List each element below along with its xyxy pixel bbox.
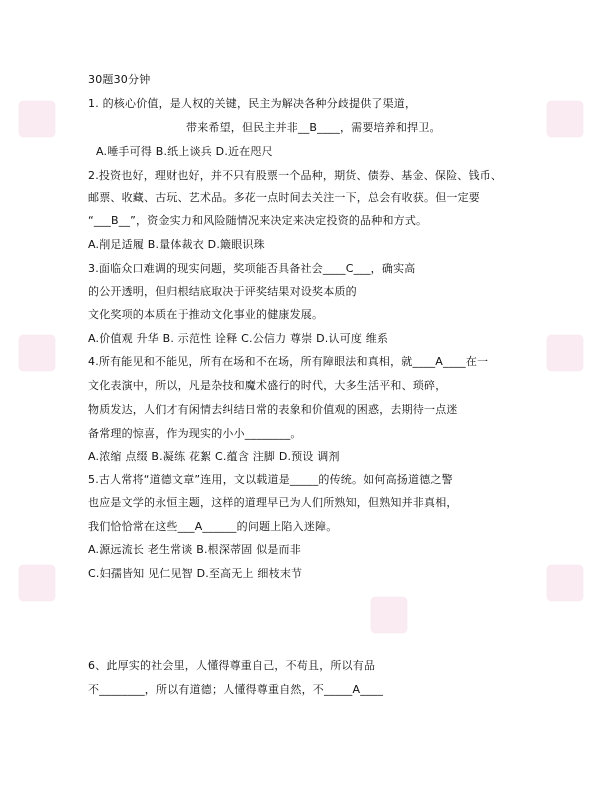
question-1-line-2: 带来希望，但民主并非__B____，需要培养和捍卫。 (186, 121, 441, 134)
watermark-mark (542, 330, 588, 376)
question-4-options: A.浓缩 点缀 B.凝练 花絮 C.蕴含 注脚 D.预设 调剂 (88, 450, 340, 463)
question-5-options-2: C.妇孺皆知 见仁见智 D.至高无上 细枝末节 (88, 567, 303, 580)
question-4-line-4: 备常理的惊喜，作为现实的小小________。 (88, 427, 302, 440)
question-4-line-1: 4.所有能见和不能见，所有在场和不在场，所有障眼法和真相，就____A____在一 (88, 355, 489, 368)
question-5-line-2: 也应是文学的永恒主题，这样的道理早已为人们所熟知，但熟知并非真相， (88, 496, 458, 509)
watermark-mark (542, 96, 588, 142)
question-5-line-3: 我们恰恰常在这些___A______的问题上陷入迷障。 (88, 520, 338, 533)
watermark-mark (14, 560, 60, 606)
question-3-options: A.价值观 升华 B. 示范性 诠释 C.公信力 尊崇 D.认可度 维系 (88, 332, 389, 345)
question-2-line-1: 2.投资也好，理财也好，并不只有股票一个品种，期货、债券、基金、保险、钱币、 (88, 169, 503, 182)
page-header: 30题30分钟 (88, 73, 151, 86)
question-1-options: A.唾手可得 B.纸上谈兵 D.近在咫尺 (96, 145, 273, 158)
question-3-line-3: 文化奖项的本质在于推动文化事业的健康发展。 (88, 308, 324, 321)
question-5-line-1: 5.古人常将“道德文章”连用，文以载道是_____的传统。如何高扬道德之警 (88, 473, 453, 486)
question-5-options-1: A.源远流长 老生常谈 B.根深蒂固 似是而非 (88, 543, 301, 556)
question-4-line-2: 文化表演中，所以，凡是杂技和魔术盛行的时代，大多生活平和、琐碎， (88, 379, 447, 392)
question-1-line-1: 1. 的核心价值，是人权的关键，民主为解决各种分歧提供了渠道， (88, 97, 417, 110)
question-2-options: A.削足适履 B.量体裁衣 D.簸眼识珠 (88, 238, 265, 251)
question-2-line-2: 邮票、收藏、古玩、艺术品。多花一点时间去关注一下，总会有收获。但一定要 (88, 191, 480, 204)
question-6-line-2: 不________，所以有道德；人懂得尊重自然，不_____A____ (88, 683, 384, 696)
watermark-mark (366, 592, 412, 638)
watermark-mark (14, 330, 60, 376)
question-4-line-3: 物质发达，人们才有闲情去纠结日常的表象和价值观的困惑，去期待一点迷 (88, 403, 458, 416)
watermark-mark (542, 560, 588, 606)
question-2-line-3: “___B__”，资金实力和风险随情况来决定来决定投资的品种和方式。 (88, 214, 428, 227)
question-3-line-1: 3.面临众口难调的现实问题，奖项能否具备社会____C___，确实高 (88, 262, 416, 275)
watermark-mark (14, 96, 60, 142)
question-6-line-1: 6、此厚实的社会里，人懂得尊重自己，不苟且，所以有品 (88, 659, 376, 672)
question-3-line-2: 的公开透明，但归根结底取决于评奖结果对设奖本质的 (88, 285, 357, 298)
